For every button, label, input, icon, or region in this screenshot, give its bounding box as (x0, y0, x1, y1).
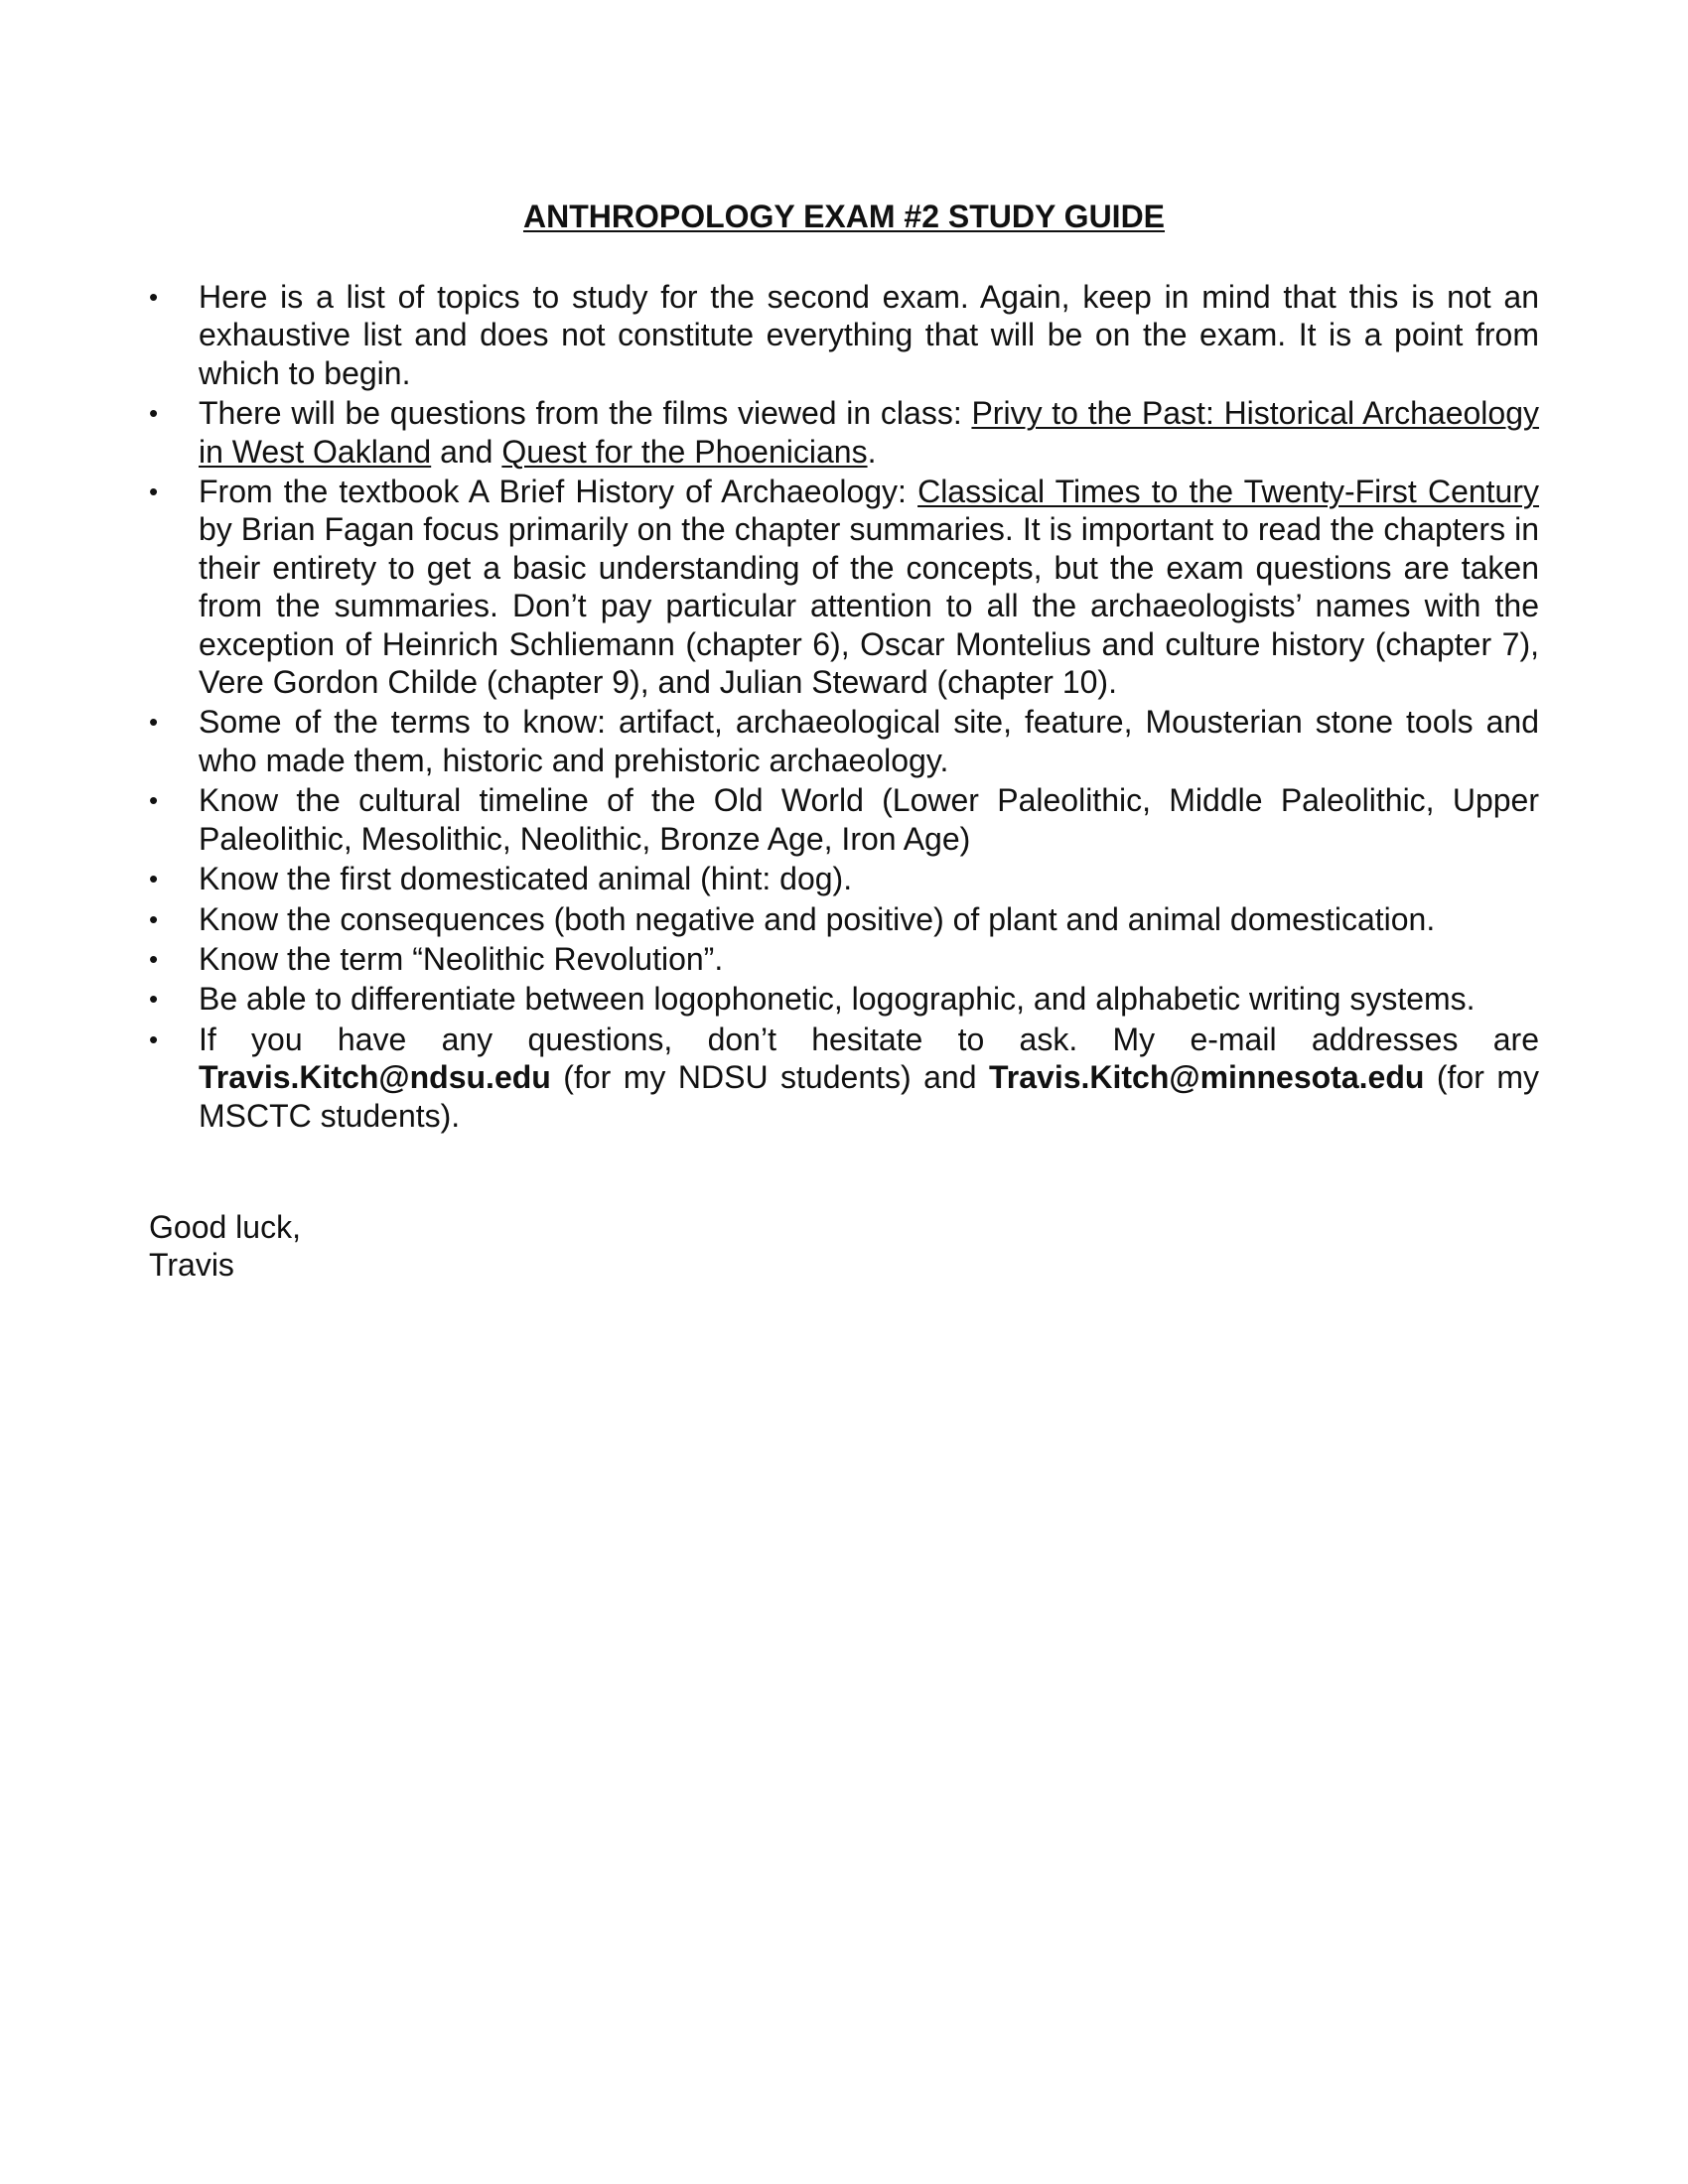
signoff-block (149, 1208, 301, 1285)
bullet-icon: • (149, 477, 159, 507)
item-text: There will be questions from the films viewed in class: (199, 395, 972, 432)
list-item (149, 781, 1539, 858)
email-ndsu: Travis.Kitch@ndsu.edu (199, 1059, 551, 1096)
item-text: (for my MSCTC students). (199, 1059, 1539, 1134)
page-title (0, 197, 1688, 236)
item-text: Here is a list of topics to study for the second exam. Again, keep in mind that this is not an exhaustive list and does not constitute everything that will be on the exam. It is a point from which to begin. (199, 279, 1539, 391)
bullet-icon: • (149, 984, 159, 1015)
bullet-icon: • (149, 785, 159, 816)
item-text: and (431, 433, 502, 470)
item-text: Be able to differentiate between logophonetic, logographic, and alphabetic writing systems. (199, 981, 1476, 1018)
list-item (149, 980, 1539, 1018)
list-item (149, 940, 1539, 978)
bullet-icon: • (149, 398, 159, 429)
film-title-phoenicians: Quest for the Phoenicians (501, 433, 868, 470)
bullet-icon: • (149, 282, 159, 312)
topic-list (149, 278, 1539, 1137)
list-item (149, 900, 1539, 938)
list-item (149, 278, 1539, 392)
bullet-icon: • (149, 707, 159, 738)
list-item (149, 394, 1539, 471)
book-subtitle: Classical Times to the Twenty-First Century (917, 474, 1540, 510)
list-item (149, 473, 1539, 701)
film-title-privy: Privy to the Past: Historical Archaeology in West Oakland (199, 395, 1540, 470)
signature-name: Travis (149, 1247, 234, 1284)
item-text: . (867, 433, 877, 470)
item-text: Know the first domesticated animal (hint: dog). (199, 861, 853, 897)
list-item (149, 1021, 1539, 1135)
item-text: Know the cultural timeline of the Old World (Lower Paleolithic, Middle Paleolithic, Upper Paleolithic, Mesolithic, Neolithic, Bronze Age, Iron Age) (199, 782, 1539, 857)
item-text: Know the consequences (both negative and positive) of plant and animal domestication. (199, 900, 1436, 937)
bullet-icon: • (149, 903, 159, 934)
list-item (149, 703, 1539, 779)
bullet-icon: • (149, 864, 159, 894)
closing-line: Good luck, (149, 1209, 301, 1245)
item-text: (for my NDSU students) and (550, 1059, 989, 1096)
title-text: ANTHROPOLOGY EXAM #2 STUDY GUIDE (522, 199, 1166, 234)
item-text: by Brian Fagan focus primarily on the chapter summaries. It is important to read the chapters in their entirety to get a basic understanding of the concepts, but the exam questions are taken from the summaries. Don’t pay particular attention to all the archaeologists’ names with the exception of Heinrich Schliemann (chapter 6), Oscar Montelius and culture history (chapter 7), Vere Gordon Childe (chapter 9), and Julian Steward (chapter 10). (199, 511, 1539, 701)
item-text: Some of the terms to know: artifact, archaeological site, feature, Mousterian stone tools and who made them, historic and prehistoric archaeology. (199, 704, 1539, 778)
item-text: Know the term “Neolithic Revolution”. (199, 940, 724, 977)
item-text: If you have any questions, don’t hesitate to ask. My e-mail addresses are (199, 1021, 1539, 1057)
bullet-icon: • (149, 943, 159, 974)
bullet-icon: • (149, 1024, 159, 1054)
email-minnesota: Travis.Kitch@minnesota.edu (988, 1059, 1425, 1096)
list-item (149, 860, 1539, 897)
item-text: From the textbook A Brief History of Archaeology: (199, 474, 918, 510)
